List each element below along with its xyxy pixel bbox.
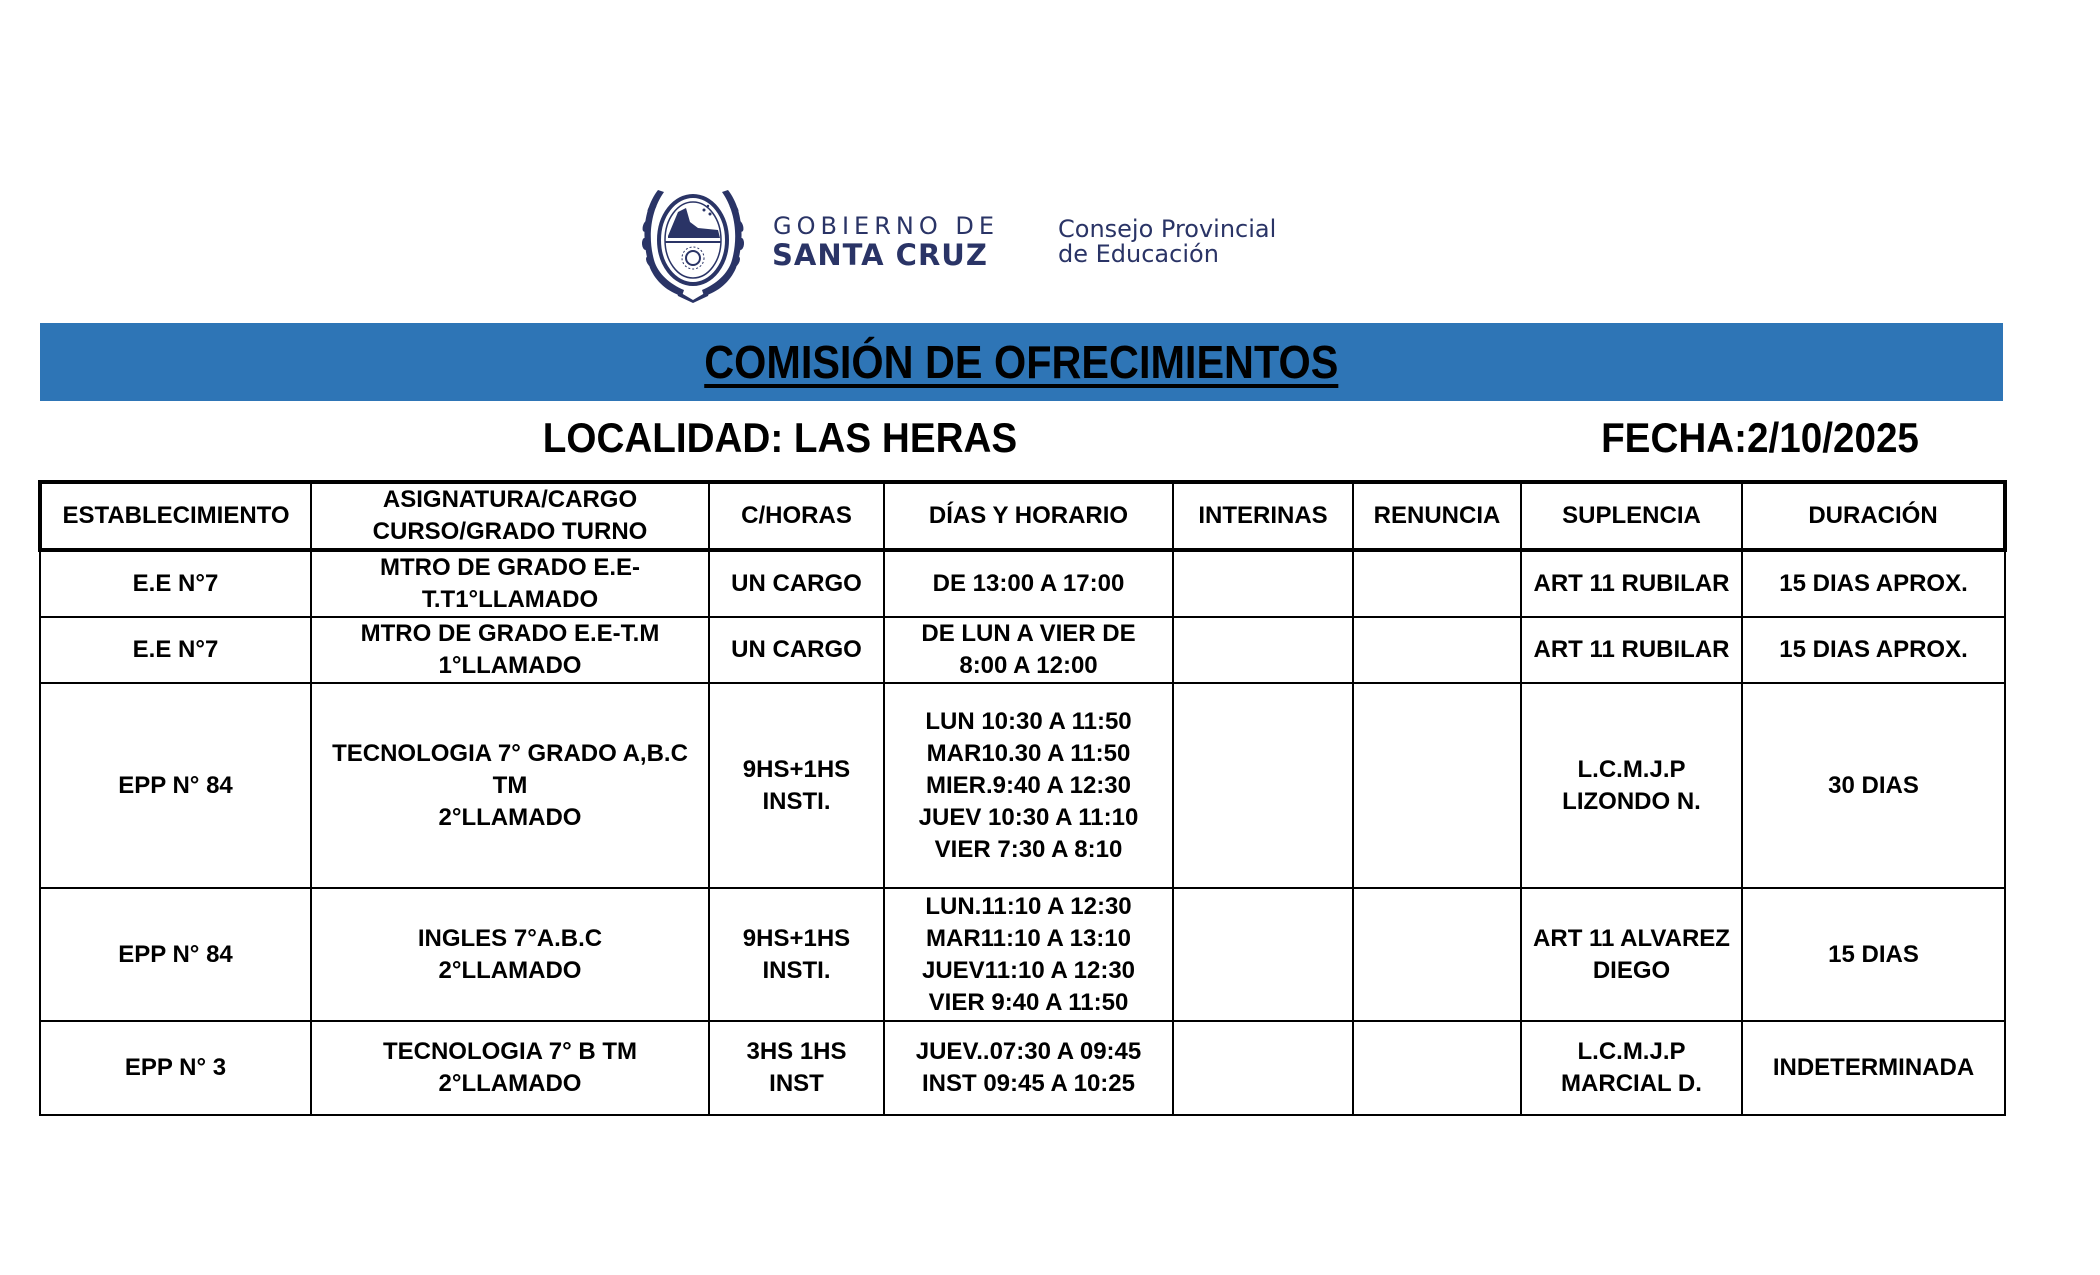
cell-establecimiento: EPP N° 3 [40,1021,311,1115]
header-asignatura: ASIGNATURA/CARGO CURSO/GRADO TURNO [311,482,709,550]
cell-suplencia: ART 11 ALVAREZ DIEGO [1521,888,1742,1021]
cell-duracion: 15 DIAS [1742,888,2005,1021]
table-row [40,683,2005,888]
offers-table [38,480,2007,1116]
cell-horas: 9HS+1HS INSTI. [709,683,884,888]
header-establecimiento: ESTABLECIMIENTO [40,482,311,550]
santa-cruz-coat-of-arms-icon [638,178,748,303]
cell-renuncia [1353,683,1521,888]
cell-renuncia [1353,1021,1521,1115]
cell-interinas [1173,617,1353,683]
header-horario: DÍAS Y HORARIO [884,482,1173,550]
cell-horas: 9HS+1HS INSTI. [709,888,884,1021]
cell-horas: UN CARGO [709,617,884,683]
header-suplencia: SUPLENCIA [1521,482,1742,550]
cell-asignatura: TECNOLOGIA 7° B TM 2°LLAMADO [311,1021,709,1115]
cell-interinas [1173,683,1353,888]
cell-duracion: 30 DIAS [1742,683,2005,888]
cell-horario: JUEV..07:30 A 09:45 INST 09:45 A 10:25 [884,1021,1173,1115]
cell-asignatura: MTRO DE GRADO E.E- T.T1°LLAMADO [311,550,709,617]
table-row [40,1021,2005,1115]
cell-asignatura: TECNOLOGIA 7° GRADO A,B.C TM 2°LLAMADO [311,683,709,888]
cell-renuncia [1353,888,1521,1021]
cell-suplencia: L.C.M.J.P LIZONDO N. [1521,683,1742,888]
cell-establecimiento: E.E N°7 [40,550,311,617]
title-banner [40,323,2003,401]
locality-label: LOCALIDAD: LAS HERAS [542,414,1018,461]
cell-asignatura: INGLES 7°A.B.C 2°LLAMADO [311,888,709,1021]
table-row [40,550,2005,617]
header-duracion: DURACIÓN [1742,482,2005,550]
council-name-line2: de Educación [1058,240,1219,268]
cell-establecimiento: EPP N° 84 [40,683,311,888]
cell-asignatura: MTRO DE GRADO E.E-T.M 1°LLAMADO [311,617,709,683]
table-header-row [40,482,2005,550]
cell-duracion: 15 DIAS APROX. [1742,550,2005,617]
header-interinas: INTERINAS [1173,482,1353,550]
cell-duracion: INDETERMINADA [1742,1021,2005,1115]
cell-establecimiento: EPP N° 84 [40,888,311,1021]
cell-interinas [1173,1021,1353,1115]
table-row [40,888,2005,1021]
cell-renuncia [1353,550,1521,617]
cell-interinas [1173,888,1353,1021]
cell-suplencia: L.C.M.J.P MARCIAL D. [1521,1021,1742,1115]
cell-interinas [1173,550,1353,617]
cell-horario: DE 13:00 A 17:00 [884,550,1173,617]
cell-horas: 3HS 1HS INST [709,1021,884,1115]
cell-renuncia [1353,617,1521,683]
cell-duracion: 15 DIAS APROX. [1742,617,2005,683]
cell-suplencia: ART 11 RUBILAR [1521,550,1742,617]
header-logo [638,178,1288,303]
page-title: COMISIÓN DE OFRECIMIENTOS [704,336,1339,388]
government-name-line1: GOBIERNO DE [773,212,999,240]
header-renuncia: RENUNCIA [1353,482,1521,550]
cell-suplencia: ART 11 RUBILAR [1521,617,1742,683]
cell-horario: DE LUN A VIER DE 8:00 A 12:00 [884,617,1173,683]
date-label: FECHA:2/10/2025 [1601,414,1919,461]
header-horas: C/HORAS [709,482,884,550]
government-name-line2: SANTA CRUZ [772,238,988,272]
council-name-line1: Consejo Provincial [1058,215,1277,243]
cell-horario: LUN 10:30 A 11:50 MAR10.30 A 11:50 MIER.9:40 A 12:30 JUEV 10:30 A 11:10 VIER 7:30 A 8:10 [884,683,1173,888]
cell-horario: LUN.11:10 A 12:30 MAR11:10 A 13:10 JUEV11:10 A 12:30 VIER 9:40 A 11:50 [884,888,1173,1021]
table-row [40,617,2005,683]
cell-horas: UN CARGO [709,550,884,617]
cell-establecimiento: E.E N°7 [40,617,311,683]
